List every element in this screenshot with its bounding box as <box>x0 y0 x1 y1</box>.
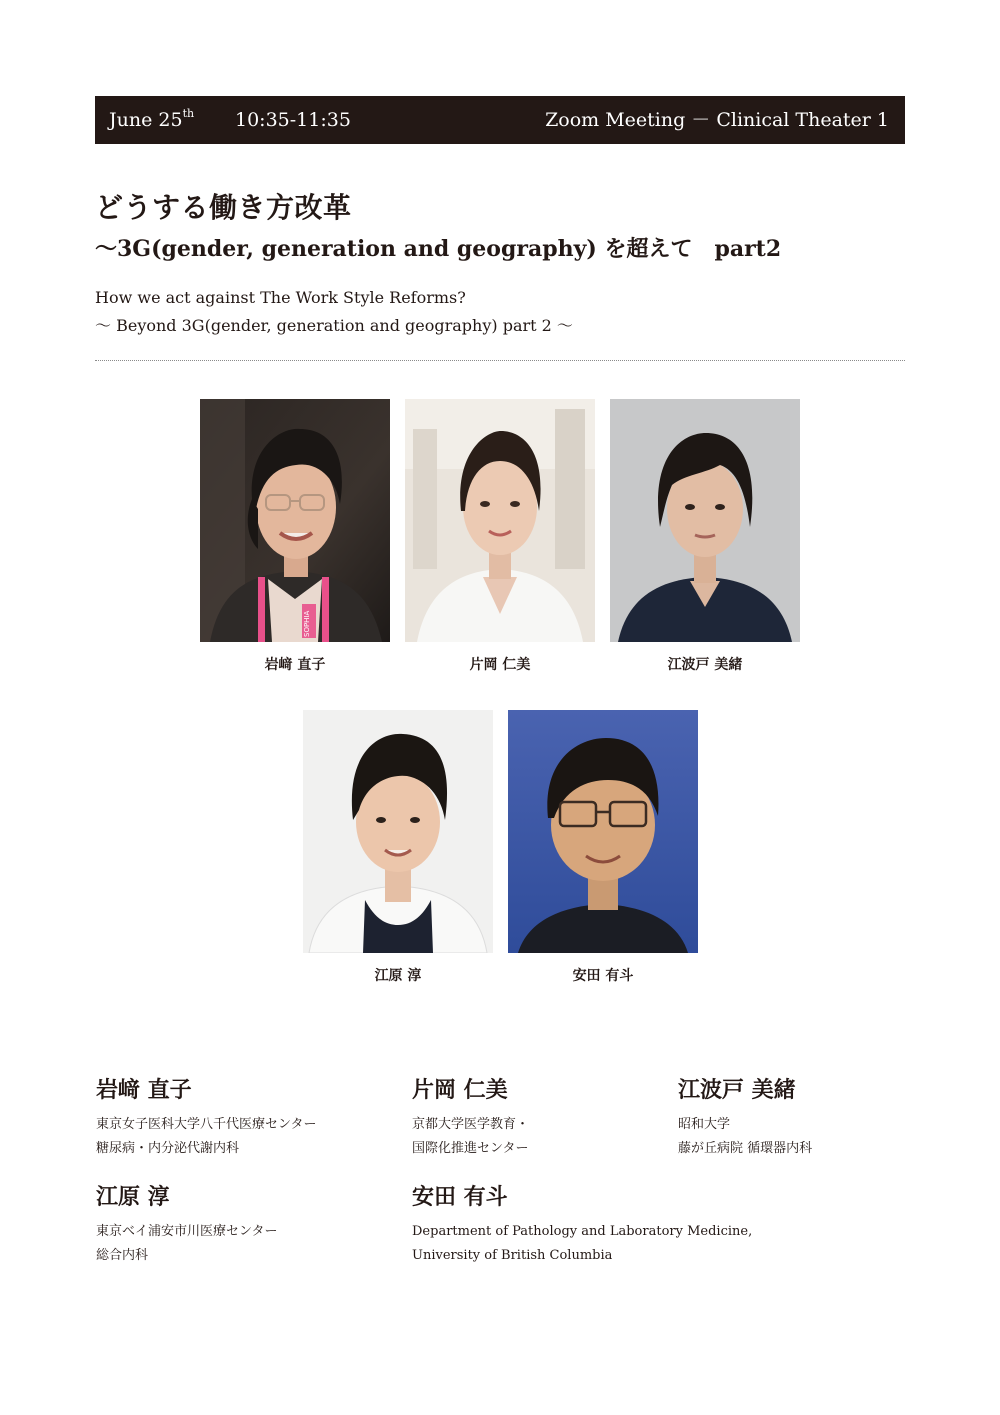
speaker-name: 片岡 仁美 <box>412 1077 508 1103</box>
speaker-affiliation-line1: 東京ベイ浦安市川医療センター <box>96 1224 278 1239</box>
speaker-photo-1-image <box>200 399 390 642</box>
session-title-en <box>95 284 573 340</box>
session-title-en-line1: How we act against The Work Style Reforms? <box>95 288 466 307</box>
speaker-photo-5-caption: 安田 有斗 <box>572 968 634 984</box>
session-title-en-line2: 〜 Beyond 3G(gender, generation and geography) part 2 〜 <box>95 316 573 335</box>
speaker-photo-2-image <box>405 399 595 642</box>
speaker-photo-5-image <box>508 710 698 953</box>
speaker-affiliation-line1: 京都大学医学教育・ <box>412 1117 530 1132</box>
speaker-photo-5 <box>508 710 698 953</box>
speaker-photo-1-caption: 岩﨑 直子 <box>264 657 326 673</box>
session-header-bar <box>95 96 905 144</box>
session-time: 10:35-11:35 <box>235 109 351 131</box>
speaker-name: 岩﨑 直子 <box>96 1077 192 1103</box>
speaker-name: 江原 淳 <box>96 1184 170 1210</box>
speaker-affiliation-line1: Department of Pathology and Laboratory Medicine, <box>412 1224 753 1239</box>
speaker-affiliation-line2: University of British Columbia <box>412 1248 613 1263</box>
session-date-suffix: th <box>182 106 195 120</box>
session-title-jp: どうする働き方改革 <box>95 191 352 224</box>
speaker-photo-2 <box>405 399 595 642</box>
speaker-profile-3 <box>678 1073 812 1161</box>
speaker-photo-4 <box>303 710 493 953</box>
speaker-photo-4-image <box>303 710 493 953</box>
speaker-name: 安田 有斗 <box>412 1184 508 1210</box>
speaker-profile-4 <box>96 1180 277 1268</box>
speaker-affiliation-line2: 国際化推進センター <box>412 1141 529 1156</box>
speaker-affiliation-line2: 糖尿病・内分泌代謝内科 <box>96 1141 240 1156</box>
speaker-photo-3-image <box>610 399 800 642</box>
speaker-photo-1 <box>200 399 390 642</box>
speaker-affiliation-line2: 藤が丘病院 循環器内科 <box>678 1141 813 1156</box>
speaker-profile-5 <box>412 1180 752 1268</box>
session-date-text: June 25 <box>109 109 183 131</box>
speaker-affiliation-line2: 総合内科 <box>96 1248 149 1263</box>
speaker-affiliation-line1: 昭和大学 <box>678 1117 731 1132</box>
lanyard-text: SOPHIA <box>303 610 311 637</box>
speaker-photo-3 <box>610 399 800 642</box>
session-subtitle-jp: 〜3G(gender, generation and geography) を超えて part2 <box>95 236 782 262</box>
speaker-photo-3-caption: 江波戸 美緒 <box>667 657 743 673</box>
speaker-profile-1 <box>96 1073 316 1161</box>
speaker-photo-2-caption: 片岡 仁美 <box>469 657 531 673</box>
speaker-profile-2 <box>412 1073 529 1161</box>
dotted-divider <box>95 360 905 361</box>
session-venue: Zoom Meeting － Clinical Theater 1 <box>545 109 889 131</box>
speaker-photo-4-caption: 江原 淳 <box>374 968 422 984</box>
speaker-name: 江波戸 美緒 <box>678 1077 796 1103</box>
speaker-affiliation-line1: 東京女子医科大学八千代医療センター <box>96 1117 317 1132</box>
session-date <box>109 96 194 144</box>
